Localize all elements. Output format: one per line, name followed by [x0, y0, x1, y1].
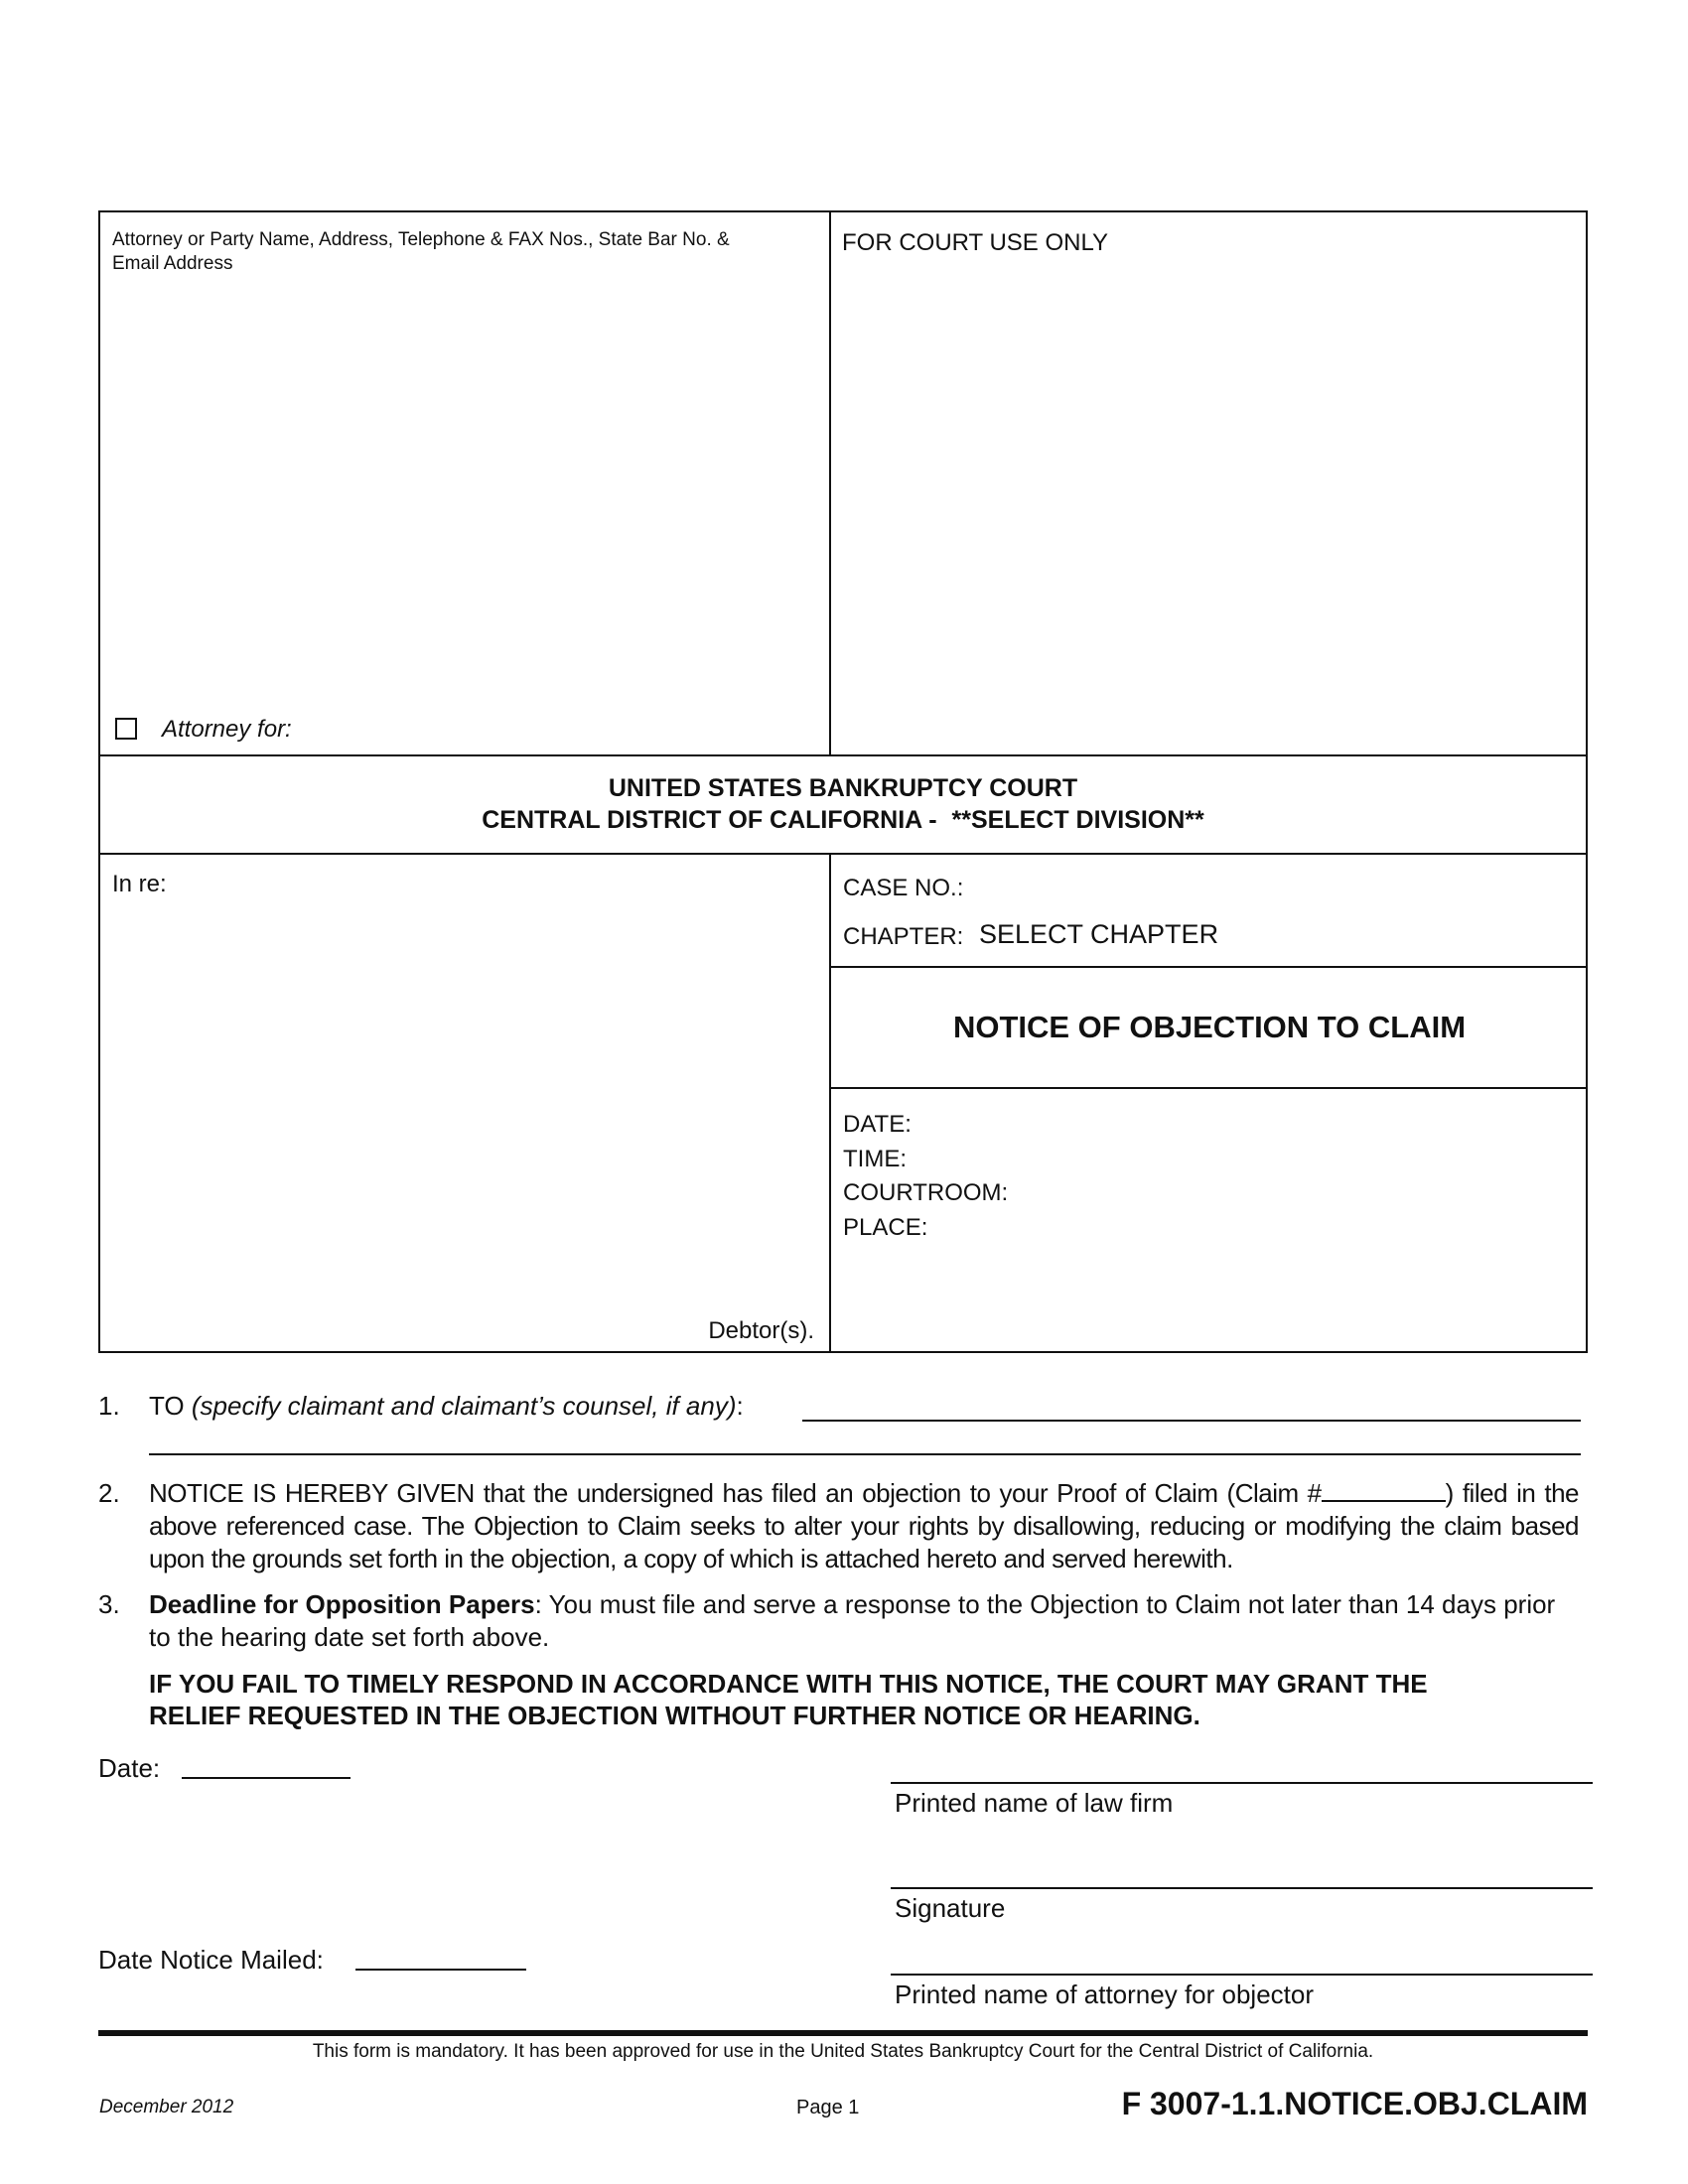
attorney-for-label: Attorney for:: [162, 716, 292, 743]
mandatory-notice: This form is mandatory. It has been approved for use in the United States Bankruptcy Court for the Central District of California.: [312, 2041, 1374, 2062]
attorney-name-line[interactable]: [891, 1974, 1593, 1976]
claimant-line-1[interactable]: [802, 1420, 1581, 1422]
date-notice-mailed-field[interactable]: [355, 1969, 526, 1971]
hearing-time-label: TIME:: [843, 1145, 907, 1172]
caption-divider-bottom: [829, 853, 831, 1353]
revision-date: December 2012: [99, 2097, 234, 2117]
case-no-label: CASE NO.:: [843, 875, 964, 901]
date-notice-mailed-label: Date Notice Mailed:: [98, 1945, 324, 1975]
signature-label: Signature: [895, 1893, 1006, 1923]
hearing-date-label: DATE:: [843, 1111, 912, 1138]
claim-number-field[interactable]: [1322, 1478, 1446, 1502]
page-number: Page 1: [796, 2097, 860, 2118]
chapter-label: CHAPTER:: [843, 923, 964, 950]
item-1-number: 1.: [98, 1391, 120, 1421]
debtors-label: Debtor(s).: [708, 1317, 814, 1344]
caption-rule-title-bottom: [829, 1087, 1588, 1089]
item-3-text: Deadline for Opposition Papers: You must file and serve a response to the Objection to Claim not later than 14 days prior to the hearing date set forth above.: [149, 1589, 1556, 1652]
law-firm-line[interactable]: [891, 1782, 1593, 1784]
hearing-courtroom-label: COURTROOM:: [843, 1179, 1009, 1206]
in-re-label: In re:: [112, 871, 167, 897]
debtor-name-field[interactable]: [100, 903, 828, 1300]
hearing-place-label: PLACE:: [843, 1213, 928, 1241]
item-1-label: TO (specify claimant and claimant’s counsel, if any):: [149, 1391, 744, 1421]
attorney-info-label: Attorney or Party Name, Address, Telephone & FAX Nos., State Bar No. & Email Address: [112, 229, 730, 274]
date-field[interactable]: [182, 1777, 351, 1779]
item-2-number: 2.: [98, 1478, 120, 1508]
hearing-info: [843, 1108, 1008, 1245]
item-3-number: 3.: [98, 1589, 120, 1619]
failure-warning: IF YOU FAIL TO TIMELY RESPOND IN ACCORDANCE WITH THIS NOTICE, THE COURT MAY GRANT THE RELIEF REQUESTED IN THE OBJECTION WITHOUT FURTHER NOTICE OR HEARING.: [149, 1669, 1428, 1730]
document-title: NOTICE OF OBJECTION TO CLAIM: [952, 1010, 1467, 1044]
date-label: Date:: [98, 1753, 161, 1783]
law-firm-label: Printed name of law firm: [895, 1788, 1174, 1818]
chapter-select[interactable]: SELECT CHAPTER: [979, 919, 1219, 949]
attorney-for-checkbox[interactable]: [115, 718, 137, 740]
form-id: F 3007-1.1.NOTICE.OBJ.CLAIM: [1121, 2086, 1588, 2121]
court-use-label: FOR COURT USE ONLY: [842, 229, 1109, 256]
hearing-fields[interactable]: [1023, 1108, 1569, 1247]
court-district: [98, 804, 1588, 836]
division-select[interactable]: **SELECT DIVISION**: [951, 806, 1204, 834]
footer-rule: [98, 2030, 1588, 2036]
case-no-field[interactable]: [973, 874, 1569, 903]
caption-divider-top: [829, 210, 831, 756]
claimant-line-2[interactable]: [149, 1453, 1581, 1455]
caption-rule-title-top: [829, 966, 1588, 968]
attorney-info-field[interactable]: [100, 278, 828, 695]
attorney-name-label: Printed name of attorney for objector: [895, 1979, 1315, 2009]
caption-rule-court-bottom: [98, 853, 1588, 855]
court-name: UNITED STATES BANKRUPTCY COURT: [608, 774, 1078, 802]
signature-line[interactable]: [891, 1887, 1593, 1889]
caption-rule-court-top: [98, 754, 1588, 756]
item-2-text: NOTICE IS HEREBY GIVEN that the undersigned has filed an objection to your Proof of Claim (Claim # ) filed in the above referenced case. The Objection to Claim seeks to alter your rights by disallowing, reducing or modifying the claim based upon the grounds set forth in the objection, a copy of which is attached hereto and served herewith.: [149, 1478, 1579, 1573]
court-district-label: CENTRAL DISTRICT OF CALIFORNIA -: [482, 806, 937, 834]
